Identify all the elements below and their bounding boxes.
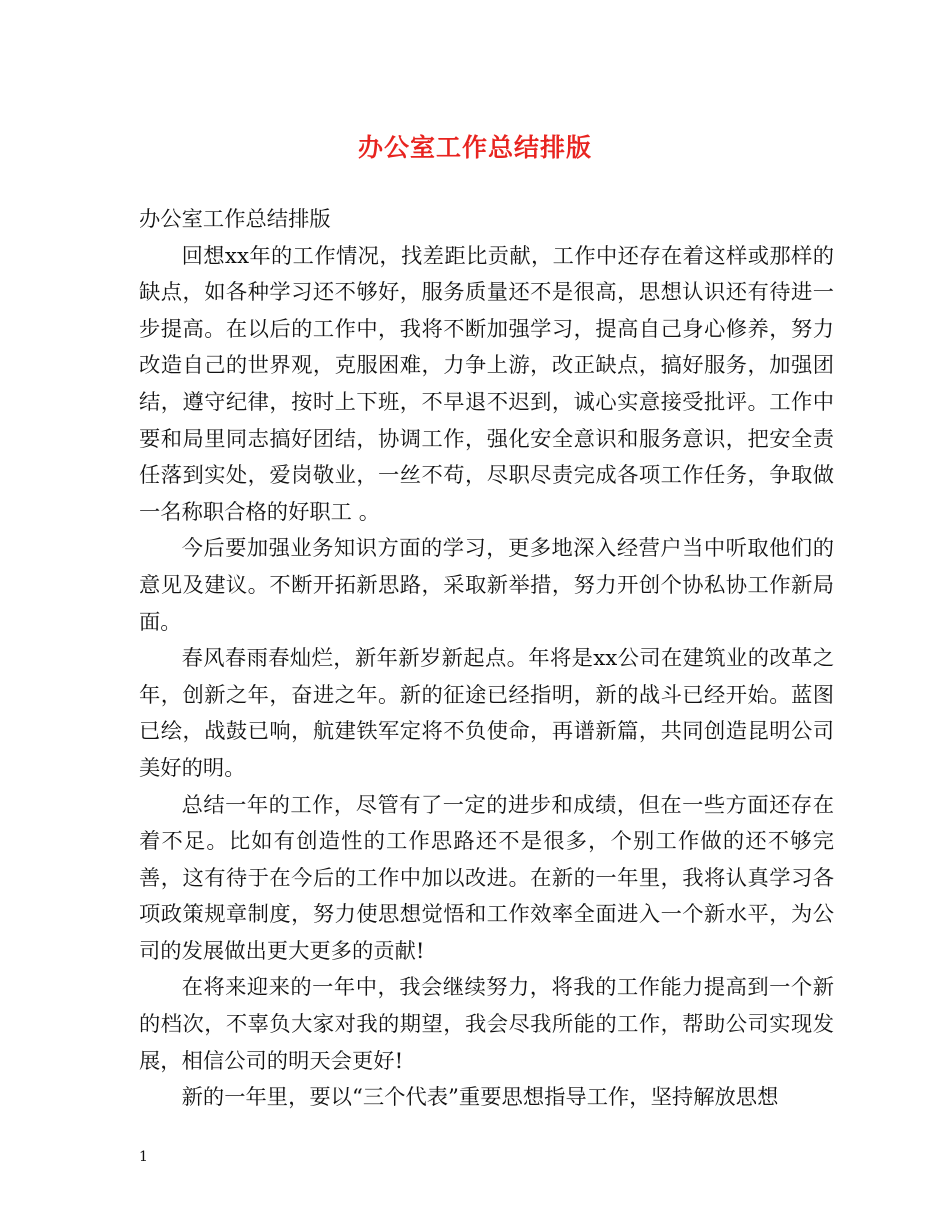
body-paragraph: 春风春雨春灿烂，新年新岁新起点。年将是xx公司在建筑业的改革之年，创新之年，奋进之年。新的征途已经指明，新的战斗已经开始。蓝图已绘，战鼓已响，航建铁军定将不负使命，再谱新篇，共同创造昆明公司美好的明。	[139, 646, 834, 781]
document-title: 办公室工作总结排版	[357, 133, 592, 162]
body-paragraph: 新的一年里，要以“三个代表”重要思想指导工作，坚持解放思想	[181, 1085, 779, 1111]
body-paragraph: 回想xx年的工作情况，找差距比贡献，工作中还存在着这样或那样的缺点，如各种学习还不够好，服务质量还不是很高，思想认识还有待进一步提高。在以后的工作中，我将不断加强学习，提高自己身心修养，努力改造自己的世界观，克服困难，力争上游，改正缺点，搞好服务，加强团结，遵守纪律，按时上下班，不早退不迟到，诚心实意接受批评。工作中要和局里同志搞好团结，协调工作，强化安全意识和服务意识，把安全责任落到实处，爱岗敬业，一丝不苟，尽职尽责完成各项工作任务，争取做一名称职合格的好职工 。	[139, 243, 834, 525]
body-paragraph: 总结一年的工作，尽管有了一定的进步和成绩，但在一些方面还存在着不足。比如有创造性的工作思路还不是很多，个别工作做的还不够完善，这有待于在今后的工作中加以改进。在新的一年里，我将认真学习各项政策规章制度，努力使思想觉悟和工作效率全面进入一个新水平，为公司的发展做出更大更多的贡献!	[139, 792, 834, 964]
body-paragraph: 在将来迎来的一年中，我会继续努力，将我的工作能力提高到一个新的档次，不辜负大家对我的期望，我会尽我所能的工作，帮助公司实现发展，相信公司的明天会更好!	[139, 975, 834, 1074]
body-paragraph: 今后要加强业务知识方面的学习，更多地深入经营户当中听取他们的意见及建议。不断开拓新思路，采取新举措，努力开创个协私协工作新局面。	[139, 536, 834, 635]
page-number: 1	[139, 1149, 148, 1165]
document-body	[139, 202, 834, 1117]
subtitle-paragraph: 办公室工作总结排版	[139, 207, 331, 232]
